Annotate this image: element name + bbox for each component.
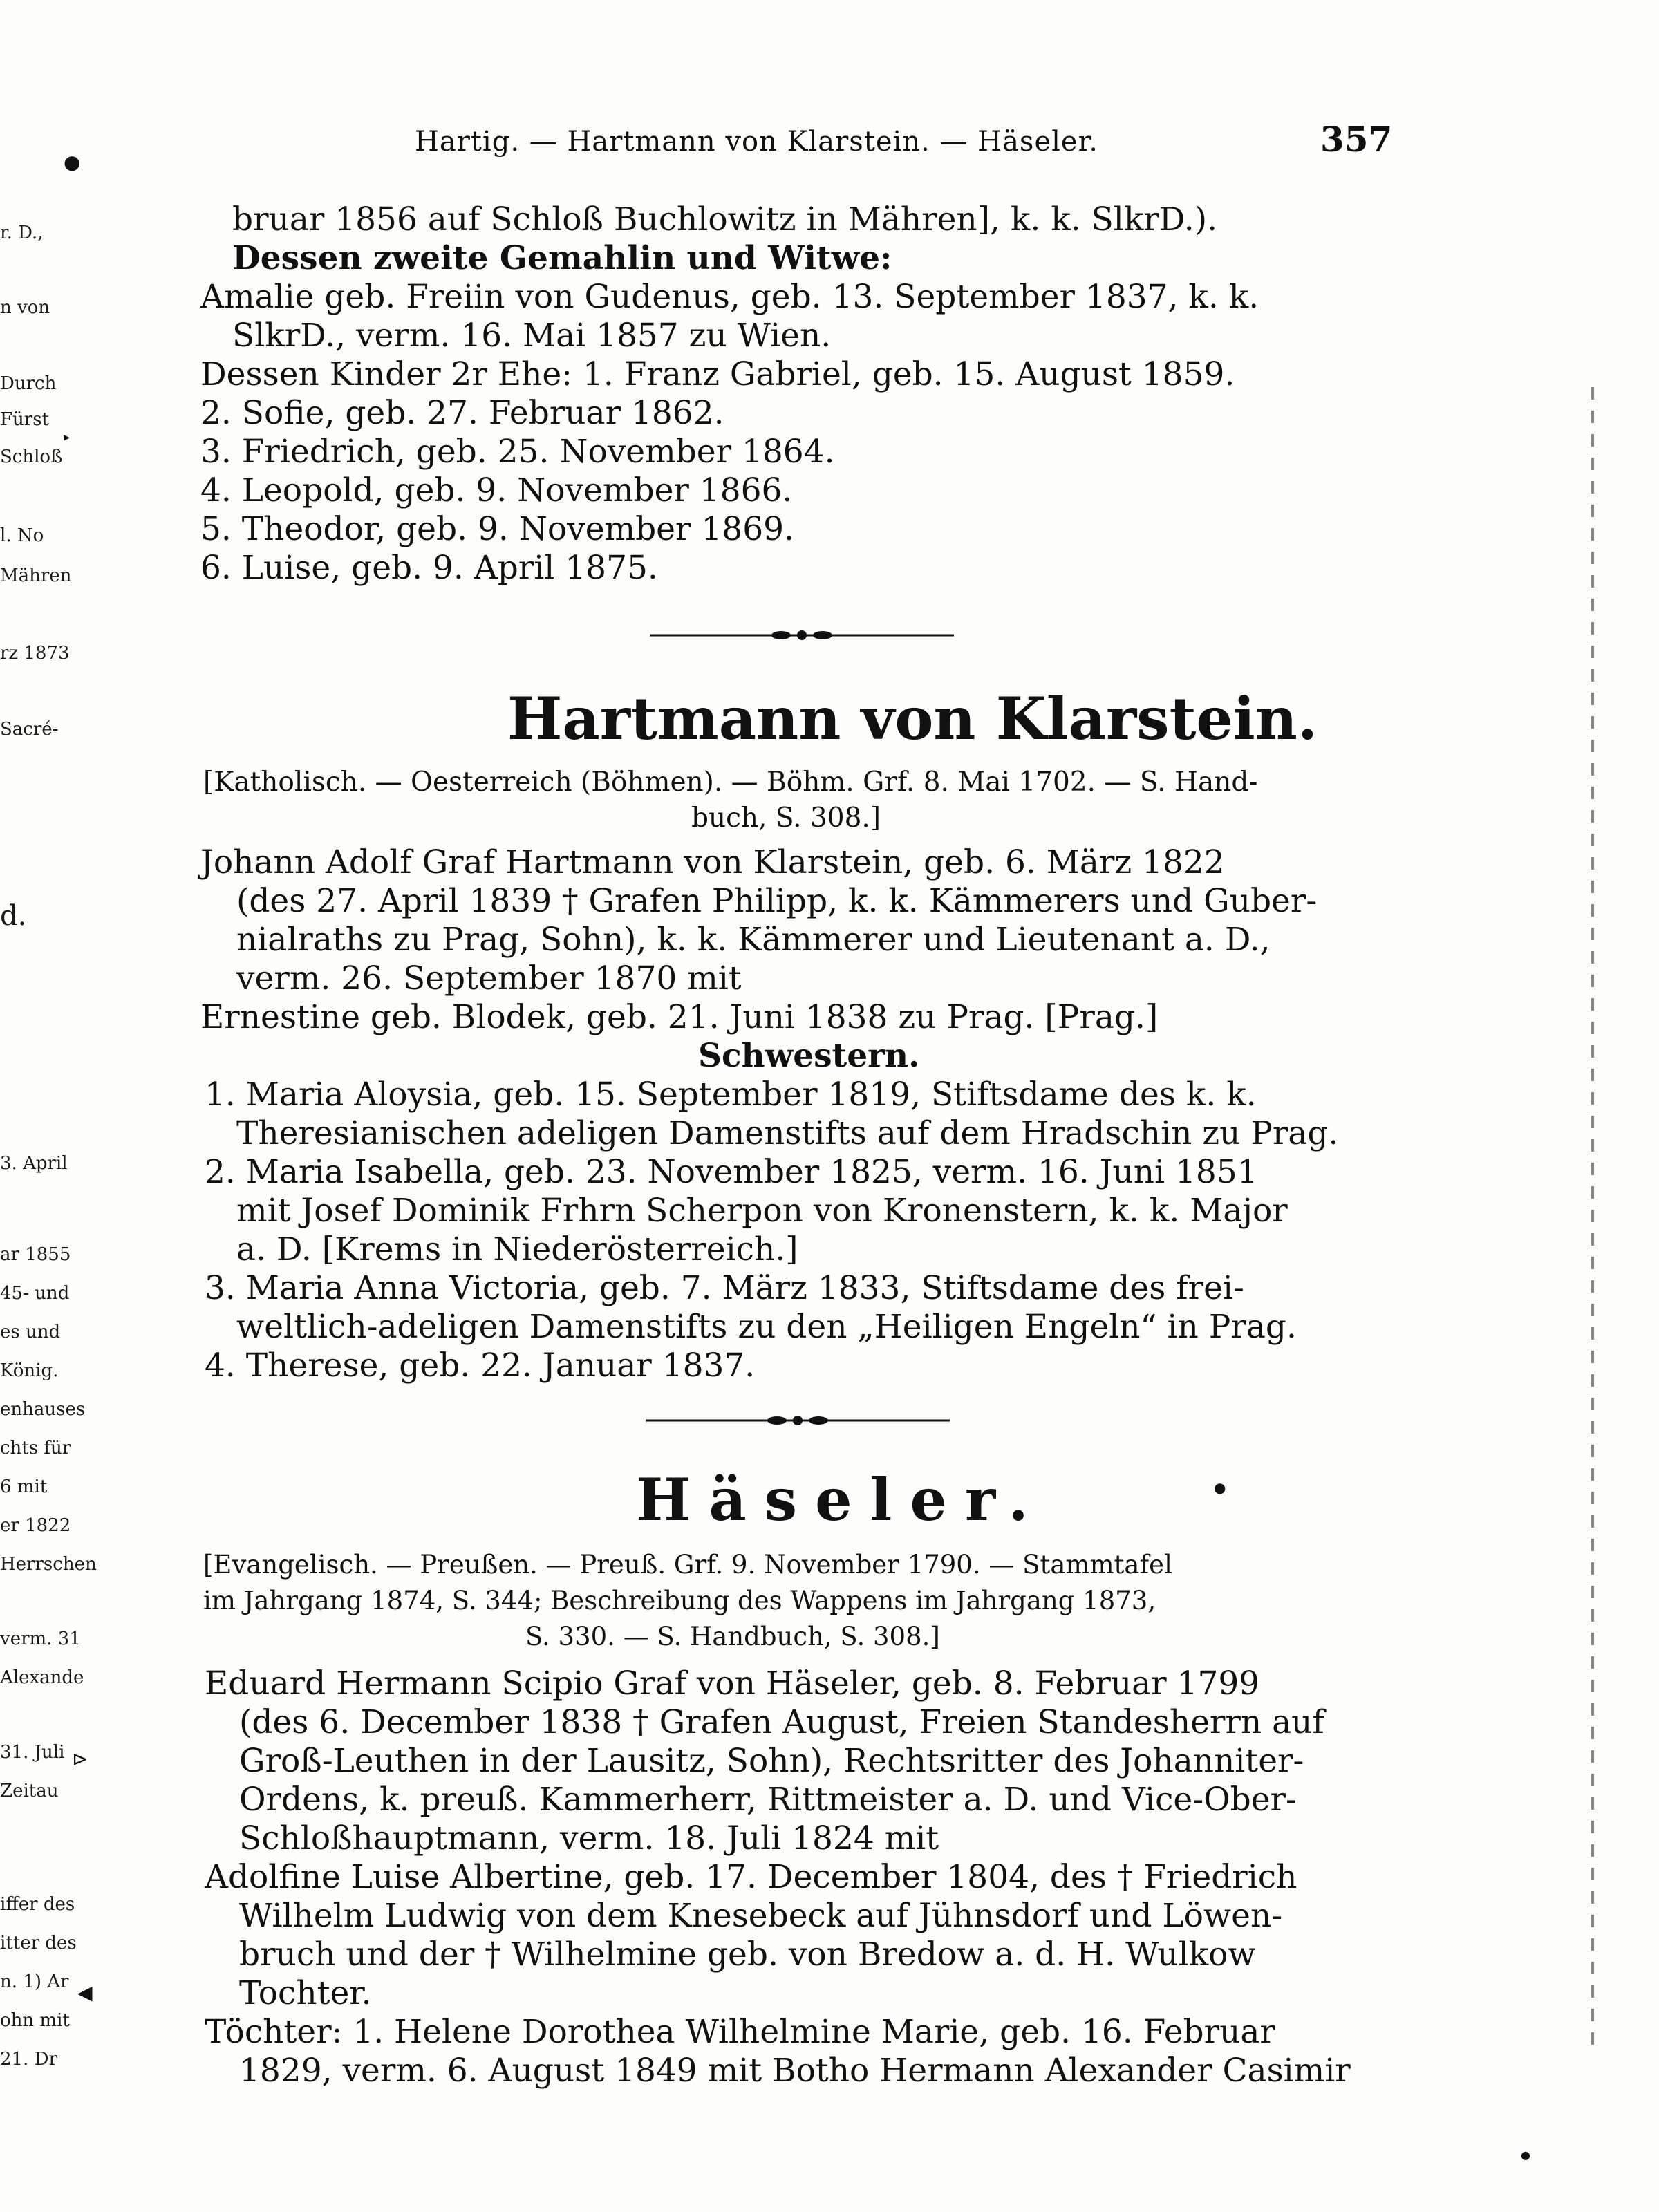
text-line: weltlich-adeligen Damenstifts zu den „Heiligen Engeln“ in Prag. [236,1308,1297,1346]
section-meta: buch, S. 308.] [691,803,881,834]
margin-fragment: Alexande [0,1667,84,1688]
text-line: 2. Sofie, geb. 27. Februar 1862. [200,394,724,432]
page-number: 357 [1320,119,1393,160]
text-line: Johann Adolf Graf Hartmann von Klarstein, geb. 6. März 1822 [200,843,1225,881]
scan-arrow-mark: ⊳ [72,1747,88,1770]
text-line: bruch und der † Wilhelmine geb. von Bredow a. d. H. Wulkow [239,1936,1256,1974]
margin-fragment: 31. Juli [0,1742,65,1763]
margin-fragment: d. [0,900,27,932]
text-line: verm. 26. September 1870 mit [236,959,742,997]
margin-fragment: Sacré- [0,719,59,740]
text-line: Töchter: 1. Helene Dorothea Wilhelmine Marie, geb. 16. Februar [205,2013,1275,2051]
text-line: Dessen zweite Gemahlin und Witwe: [232,239,892,277]
section-meta: S. 330. — S. Handbuch, S. 308.] [525,1622,940,1651]
margin-fragment: n von [0,297,50,318]
section-meta: [Katholisch. — Oesterreich (Böhmen). — Böhm. Grf. 8. Mai 1702. — S. Hand- [203,767,1258,798]
text-line: SlkrD., verm. 16. Mai 1857 zu Wien. [232,317,832,355]
text-line: 5. Theodor, geb. 9. November 1869. [200,510,794,548]
margin-fragment: er 1822 [0,1515,71,1536]
text-line: nialraths zu Prag, Sohn), k. k. Kämmerer und Lieutenant a. D., [236,921,1271,959]
text-line: mit Josef Dominik Frhrn Scherpon von Kronenstern, k. k. Major [236,1192,1288,1230]
margin-fragment: chts für [0,1438,71,1459]
text-line: 1829, verm. 6. August 1849 mit Botho Hermann Alexander Casimir [239,2052,1351,2090]
text-line: 3. Friedrich, geb. 25. November 1864. [200,433,835,471]
text-line: Schloßhauptmann, verm. 18. Juli 1824 mit [239,1819,939,1857]
text-line: 4. Therese, geb. 22. Januar 1837. [205,1347,756,1385]
margin-fragment: König. [0,1360,59,1381]
section-meta: im Jahrgang 1874, S. 344; Beschreibung des Wappens im Jahrgang 1873, [203,1586,1156,1615]
margin-fragment: rz 1873 [0,643,70,664]
text-line: Amalie geb. Freiin von Gudenus, geb. 13. September 1837, k. k. [200,278,1259,316]
text-line: (des 27. April 1839 † Grafen Philipp, k. k. Kämmerers und Guber- [236,882,1318,920]
margin-fragment: r. D., [0,223,44,243]
text-line: bruar 1856 auf Schloß Buchlowitz in Mähren], k. k. SlkrD.). [232,200,1218,238]
text-line: Dessen Kinder 2r Ehe: 1. Franz Gabriel, geb. 15. August 1859. [200,355,1235,393]
margin-fragment: Herrschen [0,1554,97,1575]
text-line: Adolfine Luise Albertine, geb. 17. December 1804, des † Friedrich [205,1858,1297,1896]
margin-fragment: Schloß [0,447,63,467]
text-line: Ernestine geb. Blodek, geb. 21. Juni 1838 zu Prag. [Prag.] [200,998,1159,1036]
text-line: Eduard Hermann Scipio Graf von Häseler, geb. 8. Februar 1799 [205,1665,1260,1703]
section-divider [646,1413,950,1427]
running-header: Hartig. — Hartmann von Klarstein. — Häseler. [415,126,1099,158]
text-line: 3. Maria Anna Victoria, geb. 7. März 1833, Stiftsdame des frei- [205,1269,1244,1307]
margin-fragment: 3. April [0,1153,68,1174]
margin-fragment: enhauses [0,1399,86,1420]
margin-fragment: l. No [0,525,44,546]
margin-fragment: ar 1855 [0,1244,71,1265]
section-meta: [Evangelisch. — Preußen. — Preuß. Grf. 9. November 1790. — Stammtafel [203,1550,1172,1580]
section-divider [650,628,954,641]
scan-dot-mark: ● [64,151,81,174]
margin-fragment: Durch [0,373,57,394]
margin-fragment: 45- und [0,1283,70,1304]
margin-fragment: iffer des [0,1894,75,1915]
text-line: 6. Luise, geb. 9. April 1875. [200,549,658,587]
margin-fragment: verm. 31 [0,1629,81,1649]
scan-dot-mark: ● [1214,1479,1226,1496]
page-edge-shadow [1591,387,1594,2046]
text-line: a. D. [Krems in Niederösterreich.] [236,1230,798,1268]
text-line: 2. Maria Isabella, geb. 23. November 1825, verm. 16. Juni 1851 [205,1153,1258,1191]
margin-fragment: itter des [0,1933,77,1953]
subheading: Schwestern. [698,1037,920,1075]
text-line: Tochter. [239,1974,372,2012]
text-line: Ordens, k. preuß. Kammerherr, Rittmeister a. D. und Vice-Ober- [239,1781,1297,1819]
margin-fragment: es und [0,1322,61,1342]
margin-fragment: 21. Dr [0,2049,57,2070]
margin-fragment: Mähren [0,565,72,586]
text-line: (des 6. December 1838 † Grafen August, Freien Standesherrn auf [239,1703,1324,1741]
section-title: Hartmann von Klarstein. [507,684,1318,753]
scan-arrow-mark: ◀ [77,1981,93,2004]
margin-fragment: ohn mit [0,2010,70,2031]
margin-fragment: Fürst [0,409,50,430]
scan-dot-mark: ▸ [64,430,71,444]
text-line: 4. Leopold, geb. 9. November 1866. [200,471,793,509]
margin-fragment: Zeitau [0,1781,59,1801]
margin-fragment: n. 1) Ar [0,1971,69,1992]
text-line: Theresianischen adeligen Damenstifts auf dem Hradschin zu Prag. [236,1114,1339,1152]
margin-fragment: 6 mit [0,1477,48,1497]
text-line: Groß-Leuthen in der Lausitz, Sohn), Rechtsritter des Johanniter- [239,1742,1304,1780]
text-line: Wilhelm Ludwig von dem Knesebeck auf Jühnsdorf und Löwen- [239,1897,1283,1935]
section-title: Häseler. [636,1465,1047,1534]
text-line: 1. Maria Aloysia, geb. 15. September 1819, Stiftsdame des k. k. [205,1076,1257,1114]
scan-dot-mark: ● [1521,2148,1530,2162]
